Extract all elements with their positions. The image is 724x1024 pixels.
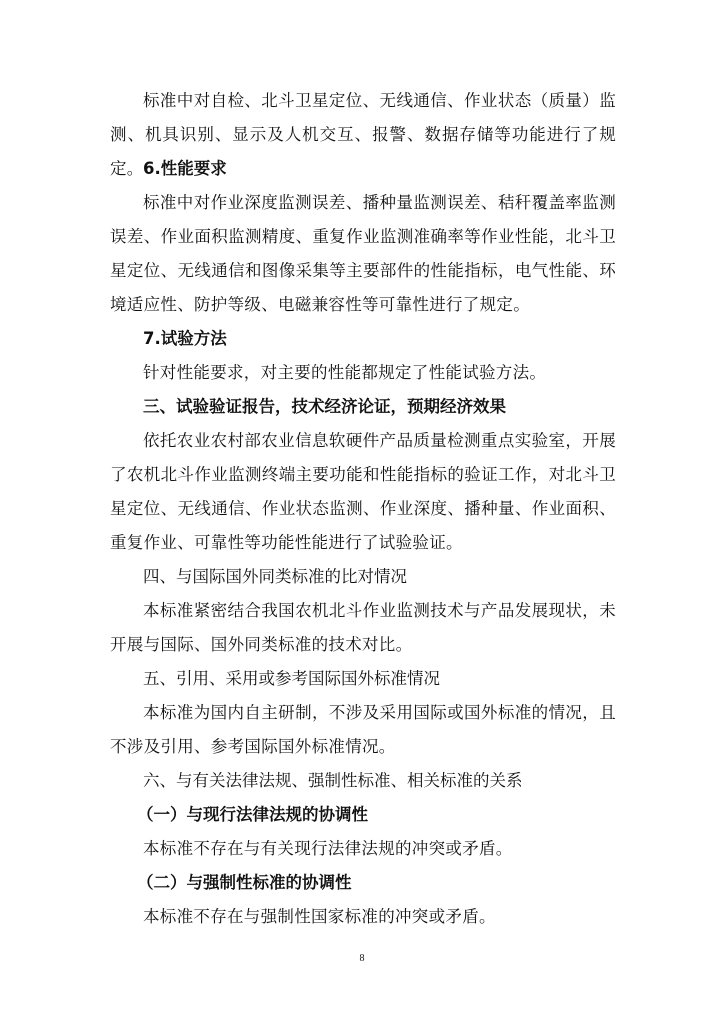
paragraph-functions: 标准中对自检、北斗卫星定位、无线通信、作业状态（质量）监测、机具识别、显示及人机交互、报警、数据存储等功能进行了规定。 (110, 91, 616, 178)
heading-performance-requirements: 6.性能要求 (143, 159, 227, 178)
paragraph-verification: 依托农业农村部农业信息软硬件产品质量检测重点实验室，开展了农机北斗作业监测终端主要功能和性能指标的验证工作，对北斗卫星定位、无线通信、作业状态监测、作业深度、播种量、作业面积、重复作业、可靠性等功能性能进行了试验验证。 (110, 431, 616, 552)
heading-section-5: 五、引用、采用或参考国际国外标准情况 (143, 669, 440, 688)
heading-sub-2: （二）与强制性标准的协调性 (137, 873, 352, 892)
paragraph-mandatory-standards: 本标准不存在与强制性国家标准的冲突或矛盾。 (143, 907, 496, 926)
paragraph-test-methods: 针对性能要求，对主要的性能都规定了性能试验方法。 (143, 363, 547, 382)
paragraph-comparison: 本标准紧密结合我国农机北斗作业监测技术与产品发展现状，未开展与国际、国外同类标准的技术对比。 (110, 601, 616, 654)
heading-test-methods: 7.试验方法 (143, 329, 227, 348)
heading-section-4: 四、与国际国外同类标准的比对情况 (143, 567, 407, 586)
paragraph-references: 本标准为国内自主研制，不涉及采用国际或国外标准的情况，且不涉及引用、参考国际国外标准情况。 (110, 703, 616, 756)
page-number: 8 (359, 953, 365, 964)
heading-section-3: 三、试验验证报告，技术经济论证，预期经济效果 (143, 397, 506, 416)
heading-section-6: 六、与有关法律法规、强制性标准、相关标准的关系 (143, 771, 523, 790)
paragraph-laws: 本标准不存在与有关现行法律法规的冲突或矛盾。 (143, 839, 513, 858)
heading-sub-1: （一）与现行法律法规的协调性 (137, 805, 368, 824)
paragraph-performance: 标准中对作业深度监测误差、播种量监测误差、秸秆覆盖率监测误差、作业面积监测精度、重复作业监测准确率等作业性能，北斗卫星定位、无线通信和图像采集等主要部件的性能指标，电气性能、环境适应性、防护等级、电磁兼容性等可靠性进行了规定。 (110, 193, 616, 314)
